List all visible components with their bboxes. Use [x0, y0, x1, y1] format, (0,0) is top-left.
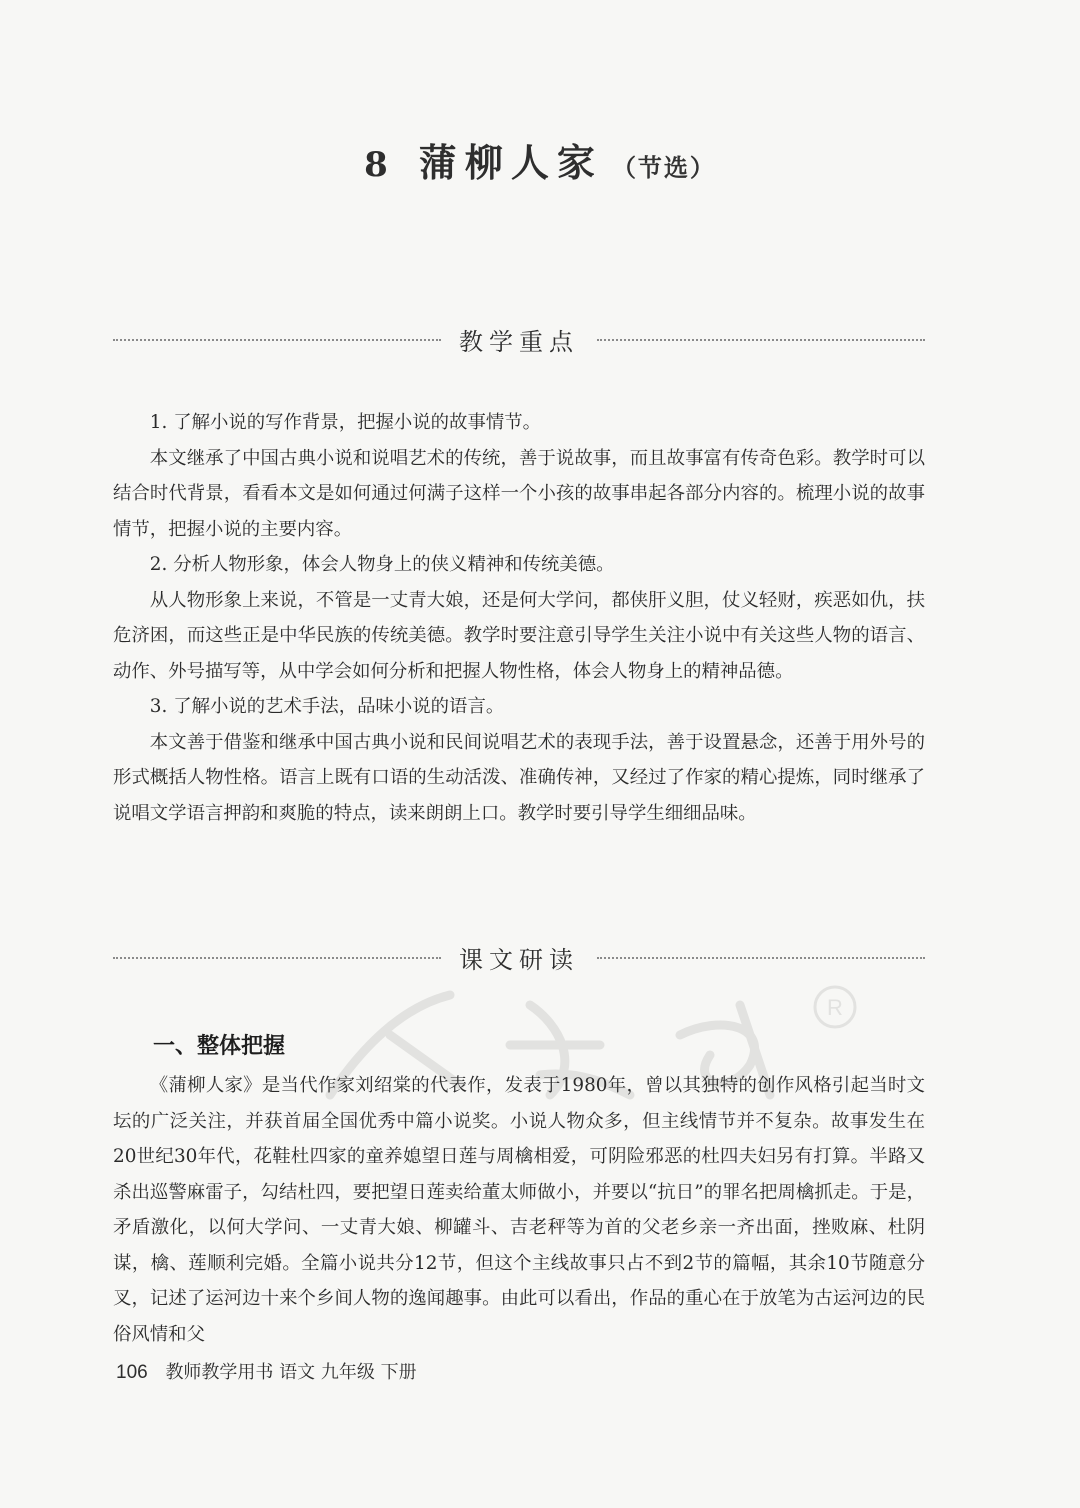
section-heading-teaching-focus: 教学重点: [459, 328, 579, 356]
focus-paragraph: 本文善于借鉴和继承中国古典小说和民间说唱艺术的表现手法，善于设置悬念，还善于用外号的形式概括人物性格。语言上既有口语的生动活泼、准确传神，又经过了作家的精心提炼，同时继承了说唱文学语言押韵和爽脆的特点，读来朗朗上口。教学时要引导学生细细品味。: [113, 731, 925, 824]
lesson-number: 8: [364, 145, 388, 185]
section-divider-teaching-focus: [113, 322, 925, 357]
page-footer: [116, 1358, 417, 1384]
dotted-rule-left: [113, 339, 441, 341]
subheading-overall-grasp: 一、整体把握: [153, 1033, 286, 1059]
section-divider-text-study: [113, 940, 925, 975]
teaching-focus-body: [113, 405, 925, 831]
lesson-title-text: 蒲柳人家: [418, 140, 603, 185]
focus-point-3: 3. 了解小说的艺术手法，品味小说的语言。: [149, 696, 505, 717]
lesson-title: [0, 132, 1080, 187]
book-title: 教师教学用书 语文 九年级 下册: [165, 1362, 417, 1383]
focus-paragraph: 本文继承了中国古典小说和说唱艺术的传统，善于说故事，而且故事富有传奇色彩。教学时可以结合时代背景，看看本文是如何通过何满子这样一个小孩的故事串起各部分内容的。梳理小说的故事情节，把握小说的主要内容。: [113, 447, 925, 540]
svg-text:R: R: [827, 995, 843, 1020]
study-paragraph: 《蒲柳人家》是当代作家刘绍棠的代表作，发表于1980年，曾以其独特的创作风格引起当时文坛的广泛关注，并获首届全国优秀中篇小说奖。小说人物众多，但主线情节并不复杂。故事发生在20世纪30年代，花鞋杜四家的童养媳望日莲与周檎相爱，可阴险邪恶的杜四夫妇另有打算。半路又杀出巡警麻雷子，勾结杜四，要把望日莲卖给董太师做小，并要以“抗日”的罪名把周檎抓走。于是，矛盾激化，以何大学问、一丈青大娘、柳罐斗、吉老秤等为首的父老乡亲一齐出面，挫败麻、杜阴谋，檎、莲顺利完婚。全篇小说共分12节，但这个主线故事只占不到2节的篇幅，其余10节随意分叉，记述了运河边十来个乡间人物的逸闻趣事。由此可以看出，作品的重心在于放笔为古运河边的民俗风情和父: [113, 1075, 925, 1345]
focus-point-2: 2. 分析人物形象，体会人物身上的侠义精神和传统美德。: [149, 554, 615, 575]
dotted-rule-right: [597, 339, 925, 341]
lesson-subtitle: （节选）: [611, 153, 716, 182]
dotted-rule-left: [113, 957, 441, 959]
focus-paragraph: 从人物形象上来说，不管是一丈青大娘，还是何大学问，都侠肝义胆，仗义轻财，疾恶如仇，扶危济困，而这些正是中华民族的传统美德。教学时要注意引导学生关注小说中有关这些人物的语言、动作、外号描写等，从中学会如何分析和把握人物性格，体会人物身上的精神品德。: [113, 589, 925, 682]
dotted-rule-right: [597, 957, 925, 959]
focus-point-1: 1. 了解小说的写作背景，把握小说的故事情节。: [149, 412, 542, 433]
section-heading-text-study: 课文研读: [459, 946, 579, 974]
page-number: 106: [116, 1362, 148, 1383]
text-study-body: [113, 1030, 925, 1352]
